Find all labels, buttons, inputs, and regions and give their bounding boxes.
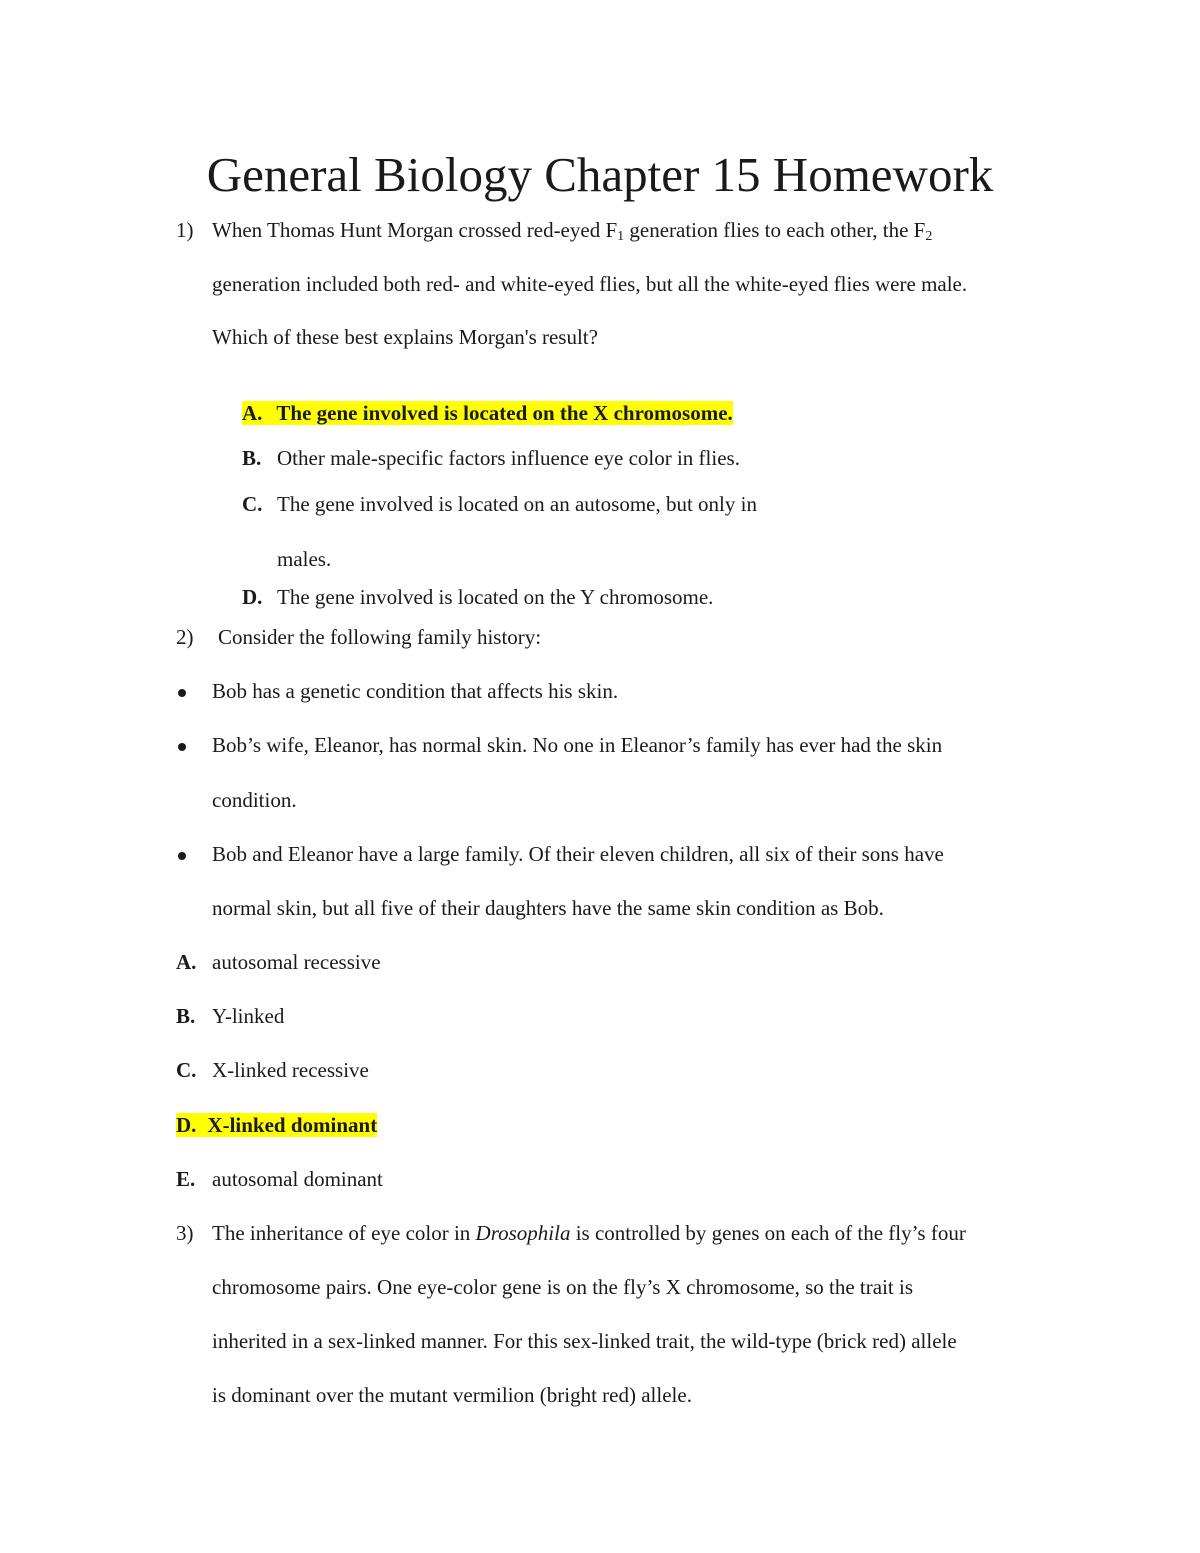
question-1-option-c-continuation: males. — [277, 547, 332, 571]
question-1-option-a-highlight — [242, 401, 733, 425]
option-text: autosomal recessive — [212, 950, 381, 974]
question-3-text-part-b: is controlled by genes on each of the fly’s four — [570, 1221, 966, 1245]
question-1-subscript-2: 2 — [925, 229, 933, 244]
question-3-line-3: inherited in a sex-linked manner. For this sex-linked trait, the wild-type (brick red) allele — [212, 1329, 957, 1353]
question-1-line-1 — [212, 215, 932, 245]
page-title: General Biology Chapter 15 Homework — [206, 147, 994, 202]
bullet-icon — [178, 743, 186, 751]
question-1-text-part-a: When Thomas Hunt Morgan crossed red-eyed F — [212, 218, 618, 242]
question-2-option-d — [176, 1110, 377, 1140]
option-letter: A. — [242, 401, 263, 425]
question-3-italic-term: Drosophila — [475, 1221, 571, 1245]
option-text: X-linked dominant — [207, 1113, 378, 1137]
option-letter: D. — [176, 1113, 197, 1137]
option-letter: C. — [242, 492, 263, 516]
option-letter: D. — [242, 585, 263, 609]
question-1-text-part-b: generation flies to each other, the F — [624, 218, 926, 242]
option-letter: B. — [242, 446, 262, 470]
question-1-number: 1) — [176, 218, 194, 242]
question-2-bullet-1: Bob has a genetic condition that affects his skin. — [212, 679, 619, 703]
question-1-subscript-1: 1 — [617, 229, 625, 244]
option-letter: C. — [176, 1058, 197, 1082]
question-3-line-2: chromosome pairs. One eye-color gene is on the fly’s X chromosome, so the trait is — [212, 1275, 913, 1299]
option-text: Y-linked — [212, 1004, 285, 1028]
question-2-bullet-2-line-1: Bob’s wife, Eleanor, has normal skin. No one in Eleanor’s family has ever had the skin — [212, 733, 943, 757]
question-2-bullet-3-line-1: Bob and Eleanor have a large family. Of their eleven children, all six of their sons have — [212, 842, 944, 866]
option-text: Other male-specific factors influence eye color in flies. — [277, 446, 740, 470]
question-3-number: 3) — [176, 1221, 194, 1245]
question-3-line-1 — [212, 1218, 966, 1248]
option-text: The gene involved is located on the Y chromosome. — [277, 585, 714, 609]
question-2-prompt: Consider the following family history: — [218, 625, 542, 649]
question-1-line-3: Which of these best explains Morgan's result? — [212, 325, 598, 349]
bullet-icon — [178, 689, 186, 697]
question-2-bullet-2-line-2: condition. — [212, 788, 297, 812]
question-3-text-part-a: The inheritance of eye color in — [212, 1221, 476, 1245]
bullet-icon — [178, 852, 186, 860]
question-2-number: 2) — [176, 625, 194, 649]
option-text: The gene involved is located on an autosome, but only in — [277, 492, 757, 516]
question-3-line-4: is dominant over the mutant vermilion (bright red) allele. — [212, 1383, 692, 1407]
option-letter: E. — [176, 1167, 196, 1191]
option-text: X-linked recessive — [212, 1058, 369, 1082]
question-2-option-d-highlight — [176, 1113, 377, 1137]
option-text: The gene involved is located on the X chromosome. — [276, 401, 733, 425]
question-1-line-2: generation included both red- and white-eyed flies, but all the white-eyed flies were male. — [212, 272, 968, 296]
option-letter: B. — [176, 1004, 196, 1028]
question-2-bullet-3-line-2: normal skin, but all five of their daughters have the same skin condition as Bob. — [212, 896, 884, 920]
option-text: autosomal dominant — [212, 1167, 383, 1191]
question-1-option-a — [242, 398, 733, 428]
option-letter: A. — [176, 950, 197, 974]
